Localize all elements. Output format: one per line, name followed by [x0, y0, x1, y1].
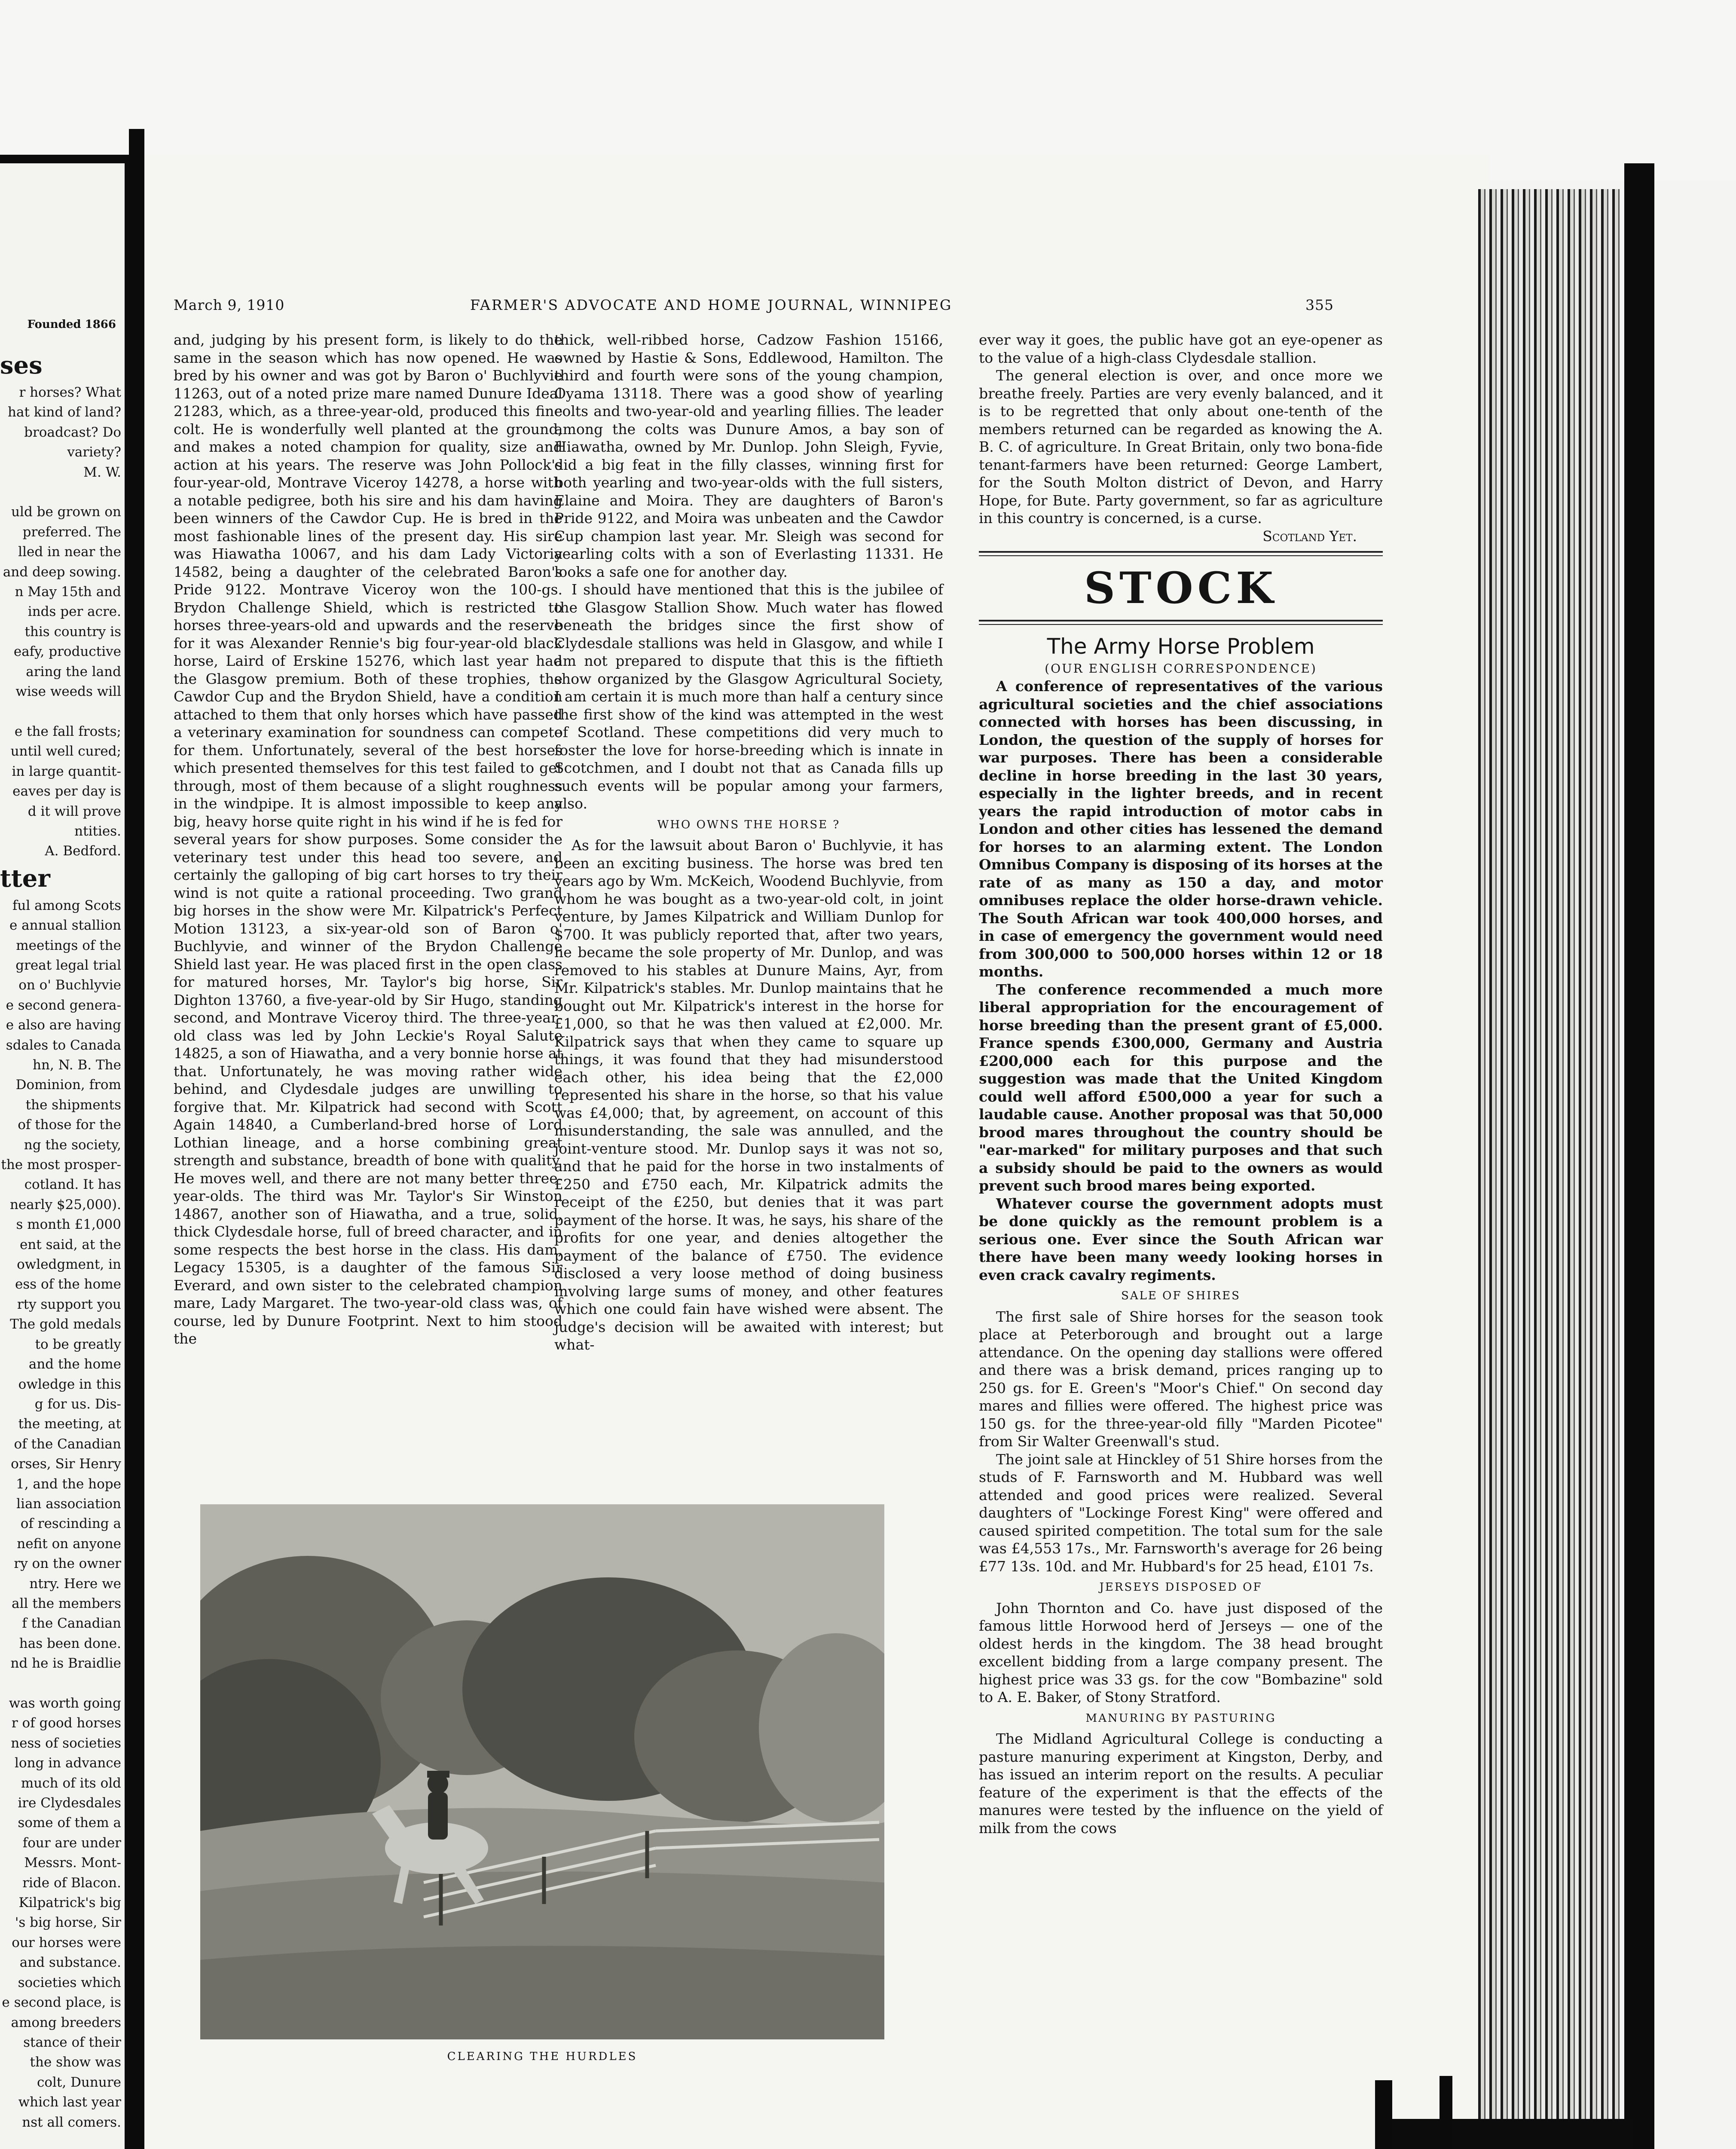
left-page-line: nefit on anyone [17, 1536, 121, 1552]
left-page-line: and substance. [19, 1955, 121, 1971]
page-edges [1478, 189, 1620, 2123]
left-page-line: our horses were [12, 1935, 121, 1950]
left-page-line: the shipments [25, 1097, 121, 1113]
paragraph: The conference recommended a much more liberal appropriation for the encouragement of horse breeding than the present grant of £5,000. France spends £300,000, Germany and Austria £200,000 each for this purpose and the suggestion was made that the United Kingdom could well afford £500,000 a year for such a laudable cause. Another proposal was that 50,000 brood mares throughout the country should be "ear-marked" for military purposes and that such a subsidy should be paid to the owners as would prevent such brood mares being exported. [979, 981, 1383, 1194]
left-page-line: sdales to Canada [6, 1037, 121, 1053]
left-page-line: cotland. It has [24, 1177, 121, 1193]
paragraph: The first sale of Shire horses for the season took place at Peterborough and brought out a large attendance. On the opening day stallions were offered and there was a brisk demand, prices ranging up to 250 gs. for E. Green's "Moor's Chief." On second day mares and fillies were offered. The highest price was 150 gs. for the three-year-old filly "Marden Picotee" from Sir Walter Greenwall's stud. [979, 1308, 1383, 1450]
left-page-line: eaves per day is [12, 784, 121, 799]
left-page-line: Dominion, from [15, 1077, 121, 1093]
left-page-line: of those for the [18, 1117, 121, 1133]
page-tab [1375, 2080, 1392, 2149]
left-page-line: four are under [22, 1835, 121, 1851]
left-page-line: owledgment, in [17, 1257, 121, 1273]
left-page-line: ess of the home [15, 1277, 121, 1292]
article-title: The Army Horse Problem [1047, 634, 1315, 659]
left-page-line: which last year [18, 2094, 121, 2110]
issue-date: March 9, 1910 [174, 297, 285, 313]
left-page-line: lled in near the [18, 544, 121, 560]
left-page-header: Founded 1866 [27, 318, 116, 331]
left-page-line: ntities. [74, 823, 121, 839]
paragraph: I should have mentioned that this is the jubilee of the Glasgow Stallion Show. Much water has flowed beneath the bridges since the first show of Clydesdale stallions was held in Glasgow, and while I am not prepared to dispute that this is the fiftieth show organized by the Glasgow Agricultural Society, I am certain it is much more than half a century since the first show of the kind was attempted in the west of Scotland. These competitions did very much to foster the love for horse-breeding which is innate in Scotchmen, and I doubt not that as Canada fills up such events will be popular among your farmers, also. [554, 581, 943, 812]
photograph-horse-jumping [200, 1504, 884, 2039]
left-page-line: e second genera- [6, 997, 121, 1013]
left-page-line: f the Canadian [22, 1616, 121, 1632]
left-page-line: on o' Buchlyvie [18, 977, 121, 993]
paragraph: and, judging by his present form, is likely to do the same in the season which has now opened. He was bred by his owner and was got by Baron o' Buchlyvie 11263, out of a noted prize mare named Dunure Ideal 21283, which, as a three-year-old, produced this fine colt. He is wonderfully well planted at the ground, and makes a noted champion for quality, size and action at his years. The reserve was John Pollock's four-year-old, Montrave Viceroy 14278, a horse with a notable pedigree, both his sire and his dam having been winners of the Cawdor Cup. He is bred in the most fashionable lines of the present day. His sire was Hiawatha 10067, and his dam Lady Victoria 14582, being a daughter of the celebrated Baron's Pride 9122. Montrave Viceroy won the 100-gs. Brydon Challenge Shield, which is restricted to horses three-years-old and upwards and the reserve for it was Alexander Rennie's big four-year-old black horse, Laird of Erskine 15276, which last year had the Glasgow premium. Both of these trophies, the Cawdor Cup and the Brydon Shield, have a condition attached to them that only horses which have passed a veterinary examination for soundness can compete for them. Unfortunately, several of the best horses which presented themselves for this test failed to get through, most of them because of a slight roughness in the windpipe. It is almost impossible to keep any big, heavy horse quite right in his wind if he is fed for several years for show purposes. Some consider the veterinary test under this head too severe, and certainly the galloping of big cart horses to try their wind is not quite a rational proceeding. Two grand big horses in the show were Mr. Kilpatrick's Perfect Motion 13123, a six-year-old son of Baron o' Buchlyvie, and winner of the Brydon Challenge Shield last year. He was placed first in the open class for matured horses, Mr. Taylor's big horse, Sir Dighton 13760, a five-year-old by Sir Hugo, standing second, and Montrave Viceroy third. The three-year-old class was led by John Leckie's Royal Salute 14825, a son of Hiawatha, and a very bonnie horse at that. Unfortunately, he was moving rather wide behind, and Clydesdale judges are unwilling to forgive that. Mr. Kilpatrick had second with Scott Again 14840, a Cumberland-bred horse of Lord Lothian lineage, and a horse combining great strength and substance, breadth of bone with quality. He moves well, and there are not many better three-year-olds. The third was Mr. Taylor's Sir Winston 14867, another son of Hiawatha, and a true, solid, thick Clydesdale horse, full of breed character, and in some respects the best horse in the class. His dam, Legacy 15305, is a daughter of the famous Sir Everard, and own sister to the celebrated champion mare, Lady Margaret. The two-year-old class was, of course, led by Dunure Footprint. Next to him stood the [174, 331, 562, 1347]
left-page-text [0, 348, 121, 2132]
left-page-line: hat kind of land? [8, 404, 121, 420]
left-page-line: the show was [30, 2054, 121, 2070]
left-page-line: orses, Sir Henry [11, 1456, 121, 1472]
section-subhead: WHO OWNS THE HORSE ? [657, 818, 840, 831]
page-number: 355 [1305, 297, 1334, 313]
left-page-line: nst all comers. [22, 2114, 121, 2130]
left-page-line: inds per acre. [28, 604, 121, 620]
section-rule [979, 620, 1383, 625]
left-page-line: wise weeds will [15, 684, 121, 700]
left-page-line: hn, N. B. The [33, 1057, 121, 1073]
journal-title: FARMER'S ADVOCATE AND HOME JOURNAL, WINNIPEG [470, 297, 953, 313]
left-page-line: of the Canadian [14, 1436, 121, 1452]
left-page-line: rty support you [17, 1296, 121, 1312]
section-subhead: MANURING BY PASTURING [1085, 1711, 1276, 1725]
left-page-line: e second place, is [2, 1995, 121, 2011]
left-page-line: ness of societies [11, 1735, 121, 1751]
left-page-line: of rescinding a [20, 1516, 121, 1532]
left-page-line: r horses? What [19, 385, 121, 400]
left-page-line: variety? [67, 444, 121, 460]
photo-caption: CLEARING THE HURDLES [447, 2050, 638, 2063]
left-page-line: 's big horse, Sir [15, 1915, 121, 1931]
left-page-line: among breeders [11, 2014, 121, 2030]
left-page-line: and the home [28, 1356, 121, 1372]
left-page-line: Messrs. Mont- [24, 1855, 121, 1871]
left-page-line: some of them a [18, 1815, 121, 1831]
left-page-line: The gold medals [10, 1316, 121, 1332]
left-page-line: has been done. [19, 1635, 121, 1651]
left-page-line: 1, and the hope [15, 1476, 121, 1492]
left-page-line: ful among Scots [12, 897, 121, 913]
photo-illustration [200, 1504, 884, 2039]
left-page [0, 163, 125, 2149]
left-page-line: ent said, at the [19, 1237, 121, 1252]
spine-shadow [129, 129, 144, 2149]
left-page-line: meetings of the [16, 937, 121, 953]
left-page-line: until well cured; [10, 744, 121, 759]
section-subhead: JERSEYS DISPOSED OF [1099, 1581, 1262, 1594]
left-page-lines [0, 896, 121, 2132]
left-page-line: owledge in this [18, 1376, 121, 1392]
section-subhead: SALE OF SHIRES [1121, 1289, 1241, 1302]
signature: Scotland Yet. [1262, 527, 1357, 545]
left-page-line: societies which [18, 1975, 121, 1990]
left-page-line: ire Clydesdales [18, 1795, 121, 1811]
left-page-line: long in advance [15, 1755, 121, 1771]
running-header [174, 297, 1334, 318]
paragraph: The general election is over, and once more we breathe freely. Parties are very evenly balanced, and it is to be regretted that only about one-tenth of the members returned can be regarded as knowing the A. B. C. of agriculture. In Great Britain, only two bona-fide tenant-farmers have been returned: George Lambert, for the South Molton district of Devon, and Harry Hope, for Bute. Party government, so far as agriculture in this country is concerned, is a curse. [979, 367, 1383, 527]
left-page-line: broadcast? Do [24, 424, 121, 440]
left-page-heading: tter [0, 864, 50, 893]
left-page-line: g for us. Dis- [34, 1396, 121, 1412]
left-page-line: this country is [24, 624, 121, 640]
army-article [979, 677, 1383, 1284]
column-1 [174, 331, 562, 1348]
byline: (OUR ENGLISH CORRESPONDENCE) [1045, 661, 1317, 676]
page-tab [1440, 2076, 1452, 2149]
section-rule [979, 551, 1383, 556]
left-page-line: stance of their [23, 2034, 121, 2050]
left-page-line: was worth going [9, 1696, 121, 1711]
left-page-line: M. W. [83, 464, 121, 480]
left-page-line: e the fall frosts; [14, 723, 121, 739]
paragraph: As for the lawsuit about Baron o' Buchlyvie, it has been an exciting business. The horse was bred ten years ago by Wm. McKeich, Woodend Buchlyvie, from whom he was bought as a two-year-old colt, in joint venture, by James Kilpatrick and William Dunlop for $700. It was publicly reported that, after two years, he became the sole property of Mr. Dunlop, and was removed to his stables at Dunure Mains, Ayr, from Mr. Kilpatrick's stables. Mr. Dunlop maintains that he bought out Mr. Kilpatrick's interest in the horse for £1,000, so that he was then valued at £2,000. Mr. Kilpatrick says that when they came to square up things, it was found that they had misunderstood each other, his idea being that the £2,000 represented his share in the horse, so that his value was £4,000; that, by agreement, on account of this misunderstanding, the sale was annulled, and the joint-venture stood. Mr. Dunlop says it was not so, and that he paid for the horse in two instalments of £250 and £750 each, Mr. Kilpatrick admits the receipt of the £250, but denies that it was part payment of the horse. It was, he says, his share of the profits for one year, and denies altogether the payment of the balance of £750. The evidence disclosed a very loose method of doing business involving large sums of money, and other features which one could fain have wished were absent. The judge's decision will be awaited with interest; but what- [554, 837, 943, 1353]
left-page-line: much of its old [21, 1775, 121, 1791]
left-page-line: e annual stallion [9, 918, 121, 934]
left-page-line: all the members [12, 1595, 121, 1611]
left-page-line: the meeting, at [18, 1416, 121, 1432]
left-page-line: ng the society, [24, 1137, 121, 1153]
paragraph: The Midland Agricultural College is conducting a pasture manuring experiment at Kingston, Derby, and has issued an interim report on the results. A peculiar feature of the experiment is that the effects of the manures were tested by the influence on the yield of milk from the cows [979, 1730, 1383, 1837]
left-page-line: nd he is Braidlie [10, 1656, 121, 1671]
left-page-line: A. Bedford. [45, 843, 121, 859]
left-page-line: d it will prove [28, 803, 121, 819]
column-3 [979, 331, 1383, 1837]
left-page-line: r of good horses [11, 1715, 121, 1731]
paragraph: John Thornton and Co. have just disposed of the famous little Horwood herd of Jerseys — one of the oldest herds in the kingdom. The 38 head brought excellent bidding from a large company present. The highest price was 33 gs. for the cow "Bombazine" sold to A. E. Baker, of Stony Stratford. [979, 1599, 1383, 1705]
left-page-line: s month £1,000 [16, 1217, 121, 1233]
left-page-line: ry on the owner [14, 1556, 121, 1572]
left-page-line: preferred. The [22, 524, 121, 540]
left-page-line: ntry. Here we [29, 1576, 121, 1592]
left-page-line: n May 15th and [15, 584, 121, 600]
left-page-line: e also are having [6, 1017, 121, 1033]
left-page-line: and deep sowing. [3, 564, 121, 580]
left-page-line: great legal trial [15, 957, 121, 973]
column-2 [554, 331, 943, 1354]
paragraph: The joint sale at Hinckley of 51 Shire horses from the studs of F. Farnsworth and M. Hubbard was well attended and good prices were realized. Several daughters of "Lockinge Forest King" were offered and caused spirited competition. The total sum for the sale was £4,553 17s., Mr. Farnsworth's average for 26 being £77 13s. 10d. and Mr. Hubbard's for 25 head, £101 7s. [979, 1451, 1383, 1575]
edge-shadow [1624, 163, 1654, 2149]
left-page-line: uld be grown on [11, 504, 121, 520]
left-page-line: eafy, productive [13, 644, 121, 660]
left-page-lines [0, 383, 121, 861]
paragraph: ever way it goes, the public have got an eye-opener as to the value of a high-class Clydesdale stallion. [979, 331, 1383, 366]
edge-shadow [1375, 2119, 1633, 2149]
left-page-line [0, 702, 121, 722]
left-page-line [0, 1674, 121, 1693]
left-page-line [0, 482, 121, 502]
scan-margin-top [0, 0, 1736, 181]
paragraph: A conference of representatives of the various agricultural societies and the chief associations connected with horses has been discussing, in London, the question of the supply of horses for war purposes. There has been a considerable decline in horse breeding in the last 30 years, especially in the lighter breeds, and in recent years the rapid introduction of motor cabs in London and other cities has lessened the demand for horses to an alarming extent. The London Omnibus Company is disposing of its horses at the rate of as many as 150 a day, and motor omnibuses replace the older horse-drawn vehicle. The South African war took 400,000 horses, and in case of emergency the government would need from 300,000 to 500,000 horses within 12 or 18 months. [979, 678, 1383, 980]
left-page-line: to be greatly [35, 1336, 121, 1352]
left-page-line: in large quantit- [12, 763, 121, 779]
left-page-line: ride of Blacon. [22, 1875, 121, 1891]
paragraph: thick, well-ribbed horse, Cadzow Fashion 15166, owned by Hastie & Sons, Eddlewood, Hamilton. The third and fourth were sons of the young champion, Oyama 13118. There was a good show of yearling colts and two-year-old and yearling fillies. The leader among the colts was Dunure Amos, a bay son of Hiawatha, owned by Mr. Dunlop. John Sleigh, Fyvie, did a big feat in the filly classes, winning first for both yearling and two-year-olds with the full sisters, Elaine and Moira. They are daughters of Baron's Pride 9122, and Moira was unbeaten and the Cawdor Cup champion last year. Mr. Sleigh was second for yearling colts with a son of Everlasting 11331. He looks a safe one for another day. [554, 331, 943, 580]
left-page-line: aring the land [26, 664, 121, 680]
left-page-line: colt, Dunure [37, 2074, 121, 2090]
left-page-line: nearly $25,000). [9, 1197, 121, 1212]
left-page-line: lian association [16, 1496, 121, 1512]
left-page-line: Kilpatrick's big [18, 1895, 121, 1911]
left-page-heading: ses [0, 351, 43, 380]
section-title: STOCK [1084, 563, 1278, 613]
paragraph: Whatever course the government adopts must be done quickly as the remount problem is a serious one. Ever since the South African war there have been many weedy looking horses in even crack cavalry regiments. [979, 1195, 1383, 1283]
left-page-line: the most prosper- [1, 1157, 121, 1173]
